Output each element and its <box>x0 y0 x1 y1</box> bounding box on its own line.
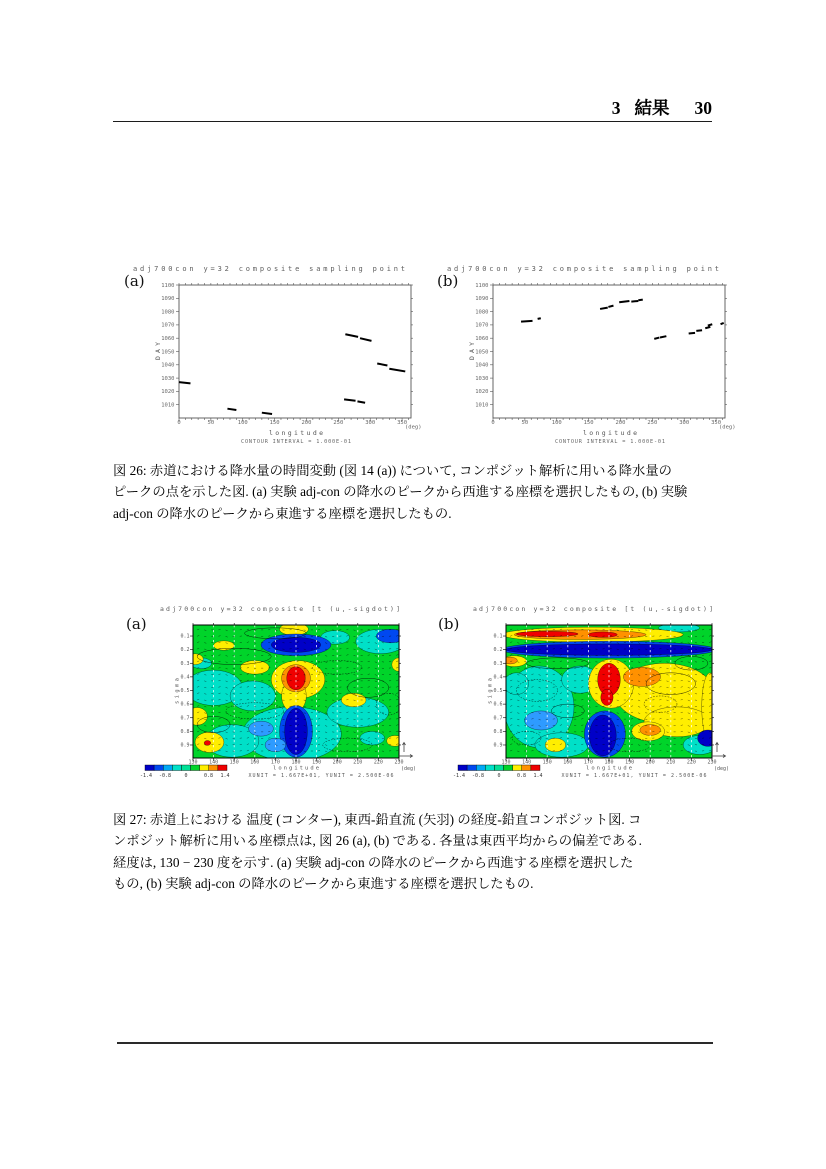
y-tick-label: 1100 <box>475 282 489 289</box>
y-tick-label: 1060 <box>161 336 175 342</box>
y-tick-label: 0.7 <box>493 715 503 722</box>
footer-rule <box>117 1042 713 1044</box>
caption-line: もの, (b) 実験 adj-con の降水のピークから東進する座標を選択したもの. <box>113 876 534 892</box>
x-tick-label: 170 <box>583 759 593 766</box>
y-tick-label: 1090 <box>161 296 175 303</box>
plot-title: adj700con y=32 composite sampling point <box>447 265 719 273</box>
y-tick-label: 1030 <box>161 375 175 382</box>
x-tick-label: 210 <box>353 759 363 766</box>
y-axis-label: sigma <box>487 678 494 704</box>
plot-frame <box>493 285 725 418</box>
section-title: 結果 <box>634 98 670 118</box>
x-tick-label: 140 <box>522 759 532 766</box>
plot-title: adj700con y=32 composite [t (u,-sigdot)] <box>160 605 400 613</box>
contour-field <box>502 624 718 758</box>
page-number: 30 <box>694 98 712 118</box>
fig26-panel-a-label: (a) <box>124 272 145 290</box>
y-tick-label: 1010 <box>475 402 489 409</box>
colorbar-label: -0.8 <box>471 773 485 779</box>
y-tick-label: 0.1 <box>180 633 190 640</box>
x-axis-unit: (deg) <box>719 424 736 431</box>
y-axis-label: DAY <box>468 342 476 360</box>
fig27-contour-plot-a <box>115 598 445 793</box>
x-axis-unit: (deg) <box>405 424 422 431</box>
x-axis-label: longitude <box>269 429 323 437</box>
data-segments <box>179 334 405 414</box>
caption-line: ピークの点を示した図. (a) 実験 adj-con の降水のピークから西進する座標を選択したもの, (b) 実験 <box>113 484 688 500</box>
x-tick-label: 350 <box>397 420 408 426</box>
caption-line: 経度は, 130 − 230 度を示す. (a) 実験 adj-con の降水のピークから西進する座標を選択した <box>113 854 634 870</box>
y-tick-label: 0.6 <box>180 701 190 708</box>
axis-units-note: XUNIT = 1.667E+01, YUNIT = 2.500E-06 <box>561 773 707 779</box>
y-axis-label: sigma <box>174 678 181 704</box>
header-rule <box>113 121 712 122</box>
x-axis-label: longitude <box>586 765 632 772</box>
x-tick-label: 250 <box>333 420 344 426</box>
x-tick-label: 300 <box>365 420 376 426</box>
y-tick-label: 0.2 <box>180 647 190 654</box>
x-tick-label: 200 <box>301 420 312 426</box>
x-tick-label: 150 <box>269 420 280 426</box>
x-tick-label: 200 <box>332 759 342 766</box>
x-tick-label: 50 <box>521 420 529 426</box>
caption-line: 図 26: 赤道における降水量の時間変動 (図 14 (a)) について, コンポジット解析に用いる降水量の <box>113 463 672 478</box>
contour-interval-note: CONTOUR INTERVAL = 1.000E-01 <box>555 439 665 445</box>
y-tick-label: 0.7 <box>180 715 190 722</box>
data-segments <box>521 300 724 339</box>
colorbar-label: -0.8 <box>158 773 172 779</box>
y-tick-label: 0.9 <box>493 742 503 749</box>
y-tick-label: 0.8 <box>493 728 503 735</box>
plot-title: adj700con y=32 composite [t (u,-sigdot)] <box>473 605 713 613</box>
fig27-panel-b-label: (b) <box>438 615 460 633</box>
y-tick-label: 0.5 <box>180 688 190 695</box>
y-tick-label: 0.6 <box>493 701 503 708</box>
y-tick-label: 1030 <box>475 375 489 382</box>
x-tick-label: 220 <box>686 759 696 766</box>
x-axis-label: longitude <box>583 429 637 437</box>
axis-units-note: XUNIT = 1.667E+01, YUNIT = 2.500E-06 <box>248 773 394 779</box>
plot-title: adj700con y=32 composite sampling point <box>133 265 405 273</box>
y-tick-label: 0.5 <box>493 688 503 695</box>
colorbar-label: 0 <box>497 773 501 779</box>
x-tick-label: 100 <box>551 420 562 426</box>
x-tick-label: 230 <box>394 759 404 766</box>
x-tick-label: 250 <box>647 420 658 426</box>
y-tick-label: 1070 <box>161 322 175 329</box>
y-tick-label: 1040 <box>475 362 489 369</box>
y-tick-label: 1070 <box>475 322 489 329</box>
colorbar-label: -1.4 <box>139 773 153 779</box>
x-tick-label: 230 <box>707 759 717 766</box>
fig26-scatter-plot-b <box>429 258 759 453</box>
colorbar-label: 0.8 <box>516 773 527 779</box>
colorbar-label: 1.4 <box>533 773 543 779</box>
y-tick-label: 1080 <box>161 309 175 316</box>
caption-line: 図 27: 赤道上における 温度 (コンター), 東西-鉛直流 (矢羽) の経度-鉛直コンポジット図. コ <box>113 812 642 827</box>
y-tick-label: 0.4 <box>493 674 503 681</box>
y-tick-label: 1090 <box>475 296 489 303</box>
x-tick-label: 180 <box>291 759 301 766</box>
y-tick-label: 0.4 <box>180 674 190 681</box>
x-tick-label: 210 <box>666 759 676 766</box>
x-axis-unit: (deg) <box>401 766 417 772</box>
y-tick-label: 0.9 <box>180 742 190 749</box>
y-tick-label: 1010 <box>161 402 175 409</box>
caption-line: adj-con の降水のピークから東進する座標を選択したもの. <box>113 505 452 521</box>
y-tick-label: 1040 <box>161 362 175 369</box>
axis-ticks <box>176 283 413 421</box>
y-tick-label: 1050 <box>475 349 489 356</box>
x-tick-label: 220 <box>373 759 383 766</box>
fig27-caption <box>113 809 725 895</box>
fig27-panel-a-label: (a) <box>126 615 147 633</box>
x-axis-label: longitude <box>273 765 319 772</box>
x-tick-label: 0 <box>177 420 181 426</box>
y-tick-label: 0.3 <box>180 660 190 667</box>
x-tick-label: 150 <box>229 759 239 766</box>
fig27-contour-plot-b <box>428 598 758 793</box>
y-tick-label: 1060 <box>475 336 489 342</box>
x-tick-label: 180 <box>604 759 614 766</box>
y-tick-label: 1020 <box>161 389 175 396</box>
colorbar-label: 0.8 <box>203 773 214 779</box>
y-tick-label: 1050 <box>161 349 175 356</box>
x-tick-label: 160 <box>563 759 573 766</box>
y-tick-label: 1100 <box>161 282 175 289</box>
x-tick-label: 150 <box>583 420 594 426</box>
y-tick-label: 0.8 <box>180 728 190 735</box>
x-tick-label: 350 <box>711 420 722 426</box>
y-tick-label: 1080 <box>475 309 489 316</box>
colorbar <box>145 765 227 771</box>
section-number: 3 <box>611 98 621 118</box>
x-tick-label: 130 <box>188 759 198 766</box>
x-tick-label: 0 <box>491 420 495 426</box>
x-tick-label: 190 <box>312 759 322 766</box>
y-tick-label: 1020 <box>475 389 489 396</box>
fig26-caption <box>113 460 725 524</box>
x-tick-label: 200 <box>615 420 626 426</box>
x-tick-label: 300 <box>679 420 690 426</box>
y-tick-label: 0.1 <box>493 633 503 640</box>
x-tick-label: 140 <box>209 759 219 766</box>
y-tick-label: 0.2 <box>493 647 503 654</box>
fig26-scatter-plot-a <box>115 258 445 453</box>
colorbar-label: 1.4 <box>220 773 230 779</box>
x-tick-label: 200 <box>645 759 655 766</box>
x-tick-label: 150 <box>542 759 552 766</box>
y-tick-label: 0.3 <box>493 660 503 667</box>
x-tick-label: 160 <box>250 759 260 766</box>
contour-field <box>185 623 406 761</box>
x-tick-label: 170 <box>270 759 280 766</box>
page-header <box>113 95 712 120</box>
y-axis-label: DAY <box>154 342 162 360</box>
x-tick-label: 100 <box>237 420 248 426</box>
x-tick-label: 130 <box>501 759 511 766</box>
contour-interval-note: CONTOUR INTERVAL = 1.000E-01 <box>241 439 351 445</box>
x-tick-label: 190 <box>625 759 635 766</box>
fig26-panel-b-label: (b) <box>437 272 459 290</box>
x-axis-unit: (deg) <box>714 766 730 772</box>
colorbar-label: -1.4 <box>452 773 466 779</box>
colorbar-label: 0 <box>184 773 188 779</box>
x-tick-label: 50 <box>207 420 215 426</box>
axis-ticks <box>490 283 727 421</box>
caption-line: ンポジット解析に用いる座標点は, 図 26 (a), (b) である. 各量は東西平均からの偏差である. <box>113 833 642 849</box>
colorbar <box>458 765 540 771</box>
plot-frame <box>179 285 411 418</box>
